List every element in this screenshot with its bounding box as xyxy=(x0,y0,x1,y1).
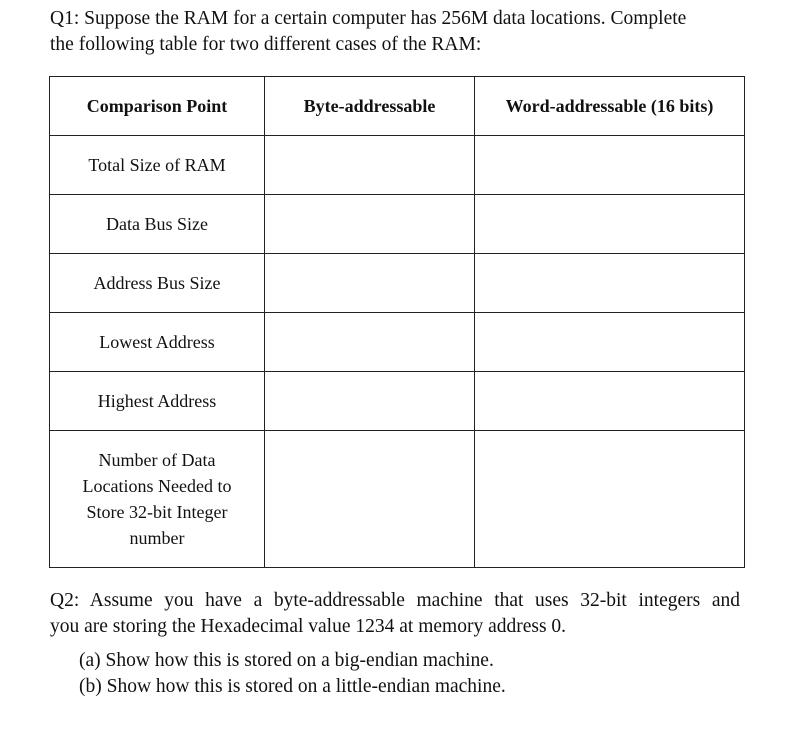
row-label-address-bus: Address Bus Size xyxy=(50,254,265,313)
table-row xyxy=(50,254,745,313)
answer-cell-byte xyxy=(265,195,475,254)
question-1 xyxy=(50,6,780,58)
question-1-line-1: Q1: Suppose the RAM for a certain computer has 256M data locations. Complete xyxy=(50,8,687,29)
table-row xyxy=(50,136,745,195)
question-2-part-a: (a) Show how this is stored on a big-endian machine. xyxy=(79,650,494,671)
question-2-parts xyxy=(79,648,506,700)
answer-cell-byte xyxy=(265,136,475,195)
answer-cell-byte xyxy=(265,431,475,568)
table-row xyxy=(50,431,745,568)
row-label-lowest-address: Lowest Address xyxy=(50,313,265,372)
answer-cell-word xyxy=(475,195,745,254)
answer-cell-byte xyxy=(265,372,475,431)
question-2-line-2: you are storing the Hexadecimal value 1234 at memory address 0. xyxy=(50,616,567,637)
question-2-part-b: (b) Show how this is stored on a little-endian machine. xyxy=(79,676,506,697)
header-comparison-point: Comparison Point xyxy=(50,77,265,136)
row-label-line: Store 32-bit Integer xyxy=(86,502,228,522)
answer-cell-word xyxy=(475,372,745,431)
question-1-line-2: the following table for two different cases of the RAM: xyxy=(50,34,482,55)
row-label-line: Number of Data xyxy=(98,450,216,470)
answer-cell-byte xyxy=(265,254,475,313)
table-row xyxy=(50,195,745,254)
table-row xyxy=(50,372,745,431)
row-label-total-size: Total Size of RAM xyxy=(50,136,265,195)
answer-cell-byte xyxy=(265,313,475,372)
header-word-addressable: Word-addressable (16 bits) xyxy=(475,77,745,136)
row-label-data-bus: Data Bus Size xyxy=(50,195,265,254)
answer-cell-word xyxy=(475,431,745,568)
row-label-locations-needed xyxy=(50,431,265,568)
header-byte-addressable: Byte-addressable xyxy=(265,77,475,136)
question-2 xyxy=(50,588,740,640)
table-row xyxy=(50,313,745,372)
table-header-row xyxy=(50,77,745,136)
answer-cell-word xyxy=(475,313,745,372)
comparison-table xyxy=(49,76,745,568)
answer-cell-word xyxy=(475,136,745,195)
row-label-highest-address: Highest Address xyxy=(50,372,265,431)
row-label-line: number xyxy=(129,528,185,548)
row-label-line: Locations Needed to xyxy=(82,476,232,496)
answer-cell-word xyxy=(475,254,745,313)
question-2-line-1: Q2: Assume you have a byte-addressable machine that uses 32-bit integers and xyxy=(50,590,740,611)
